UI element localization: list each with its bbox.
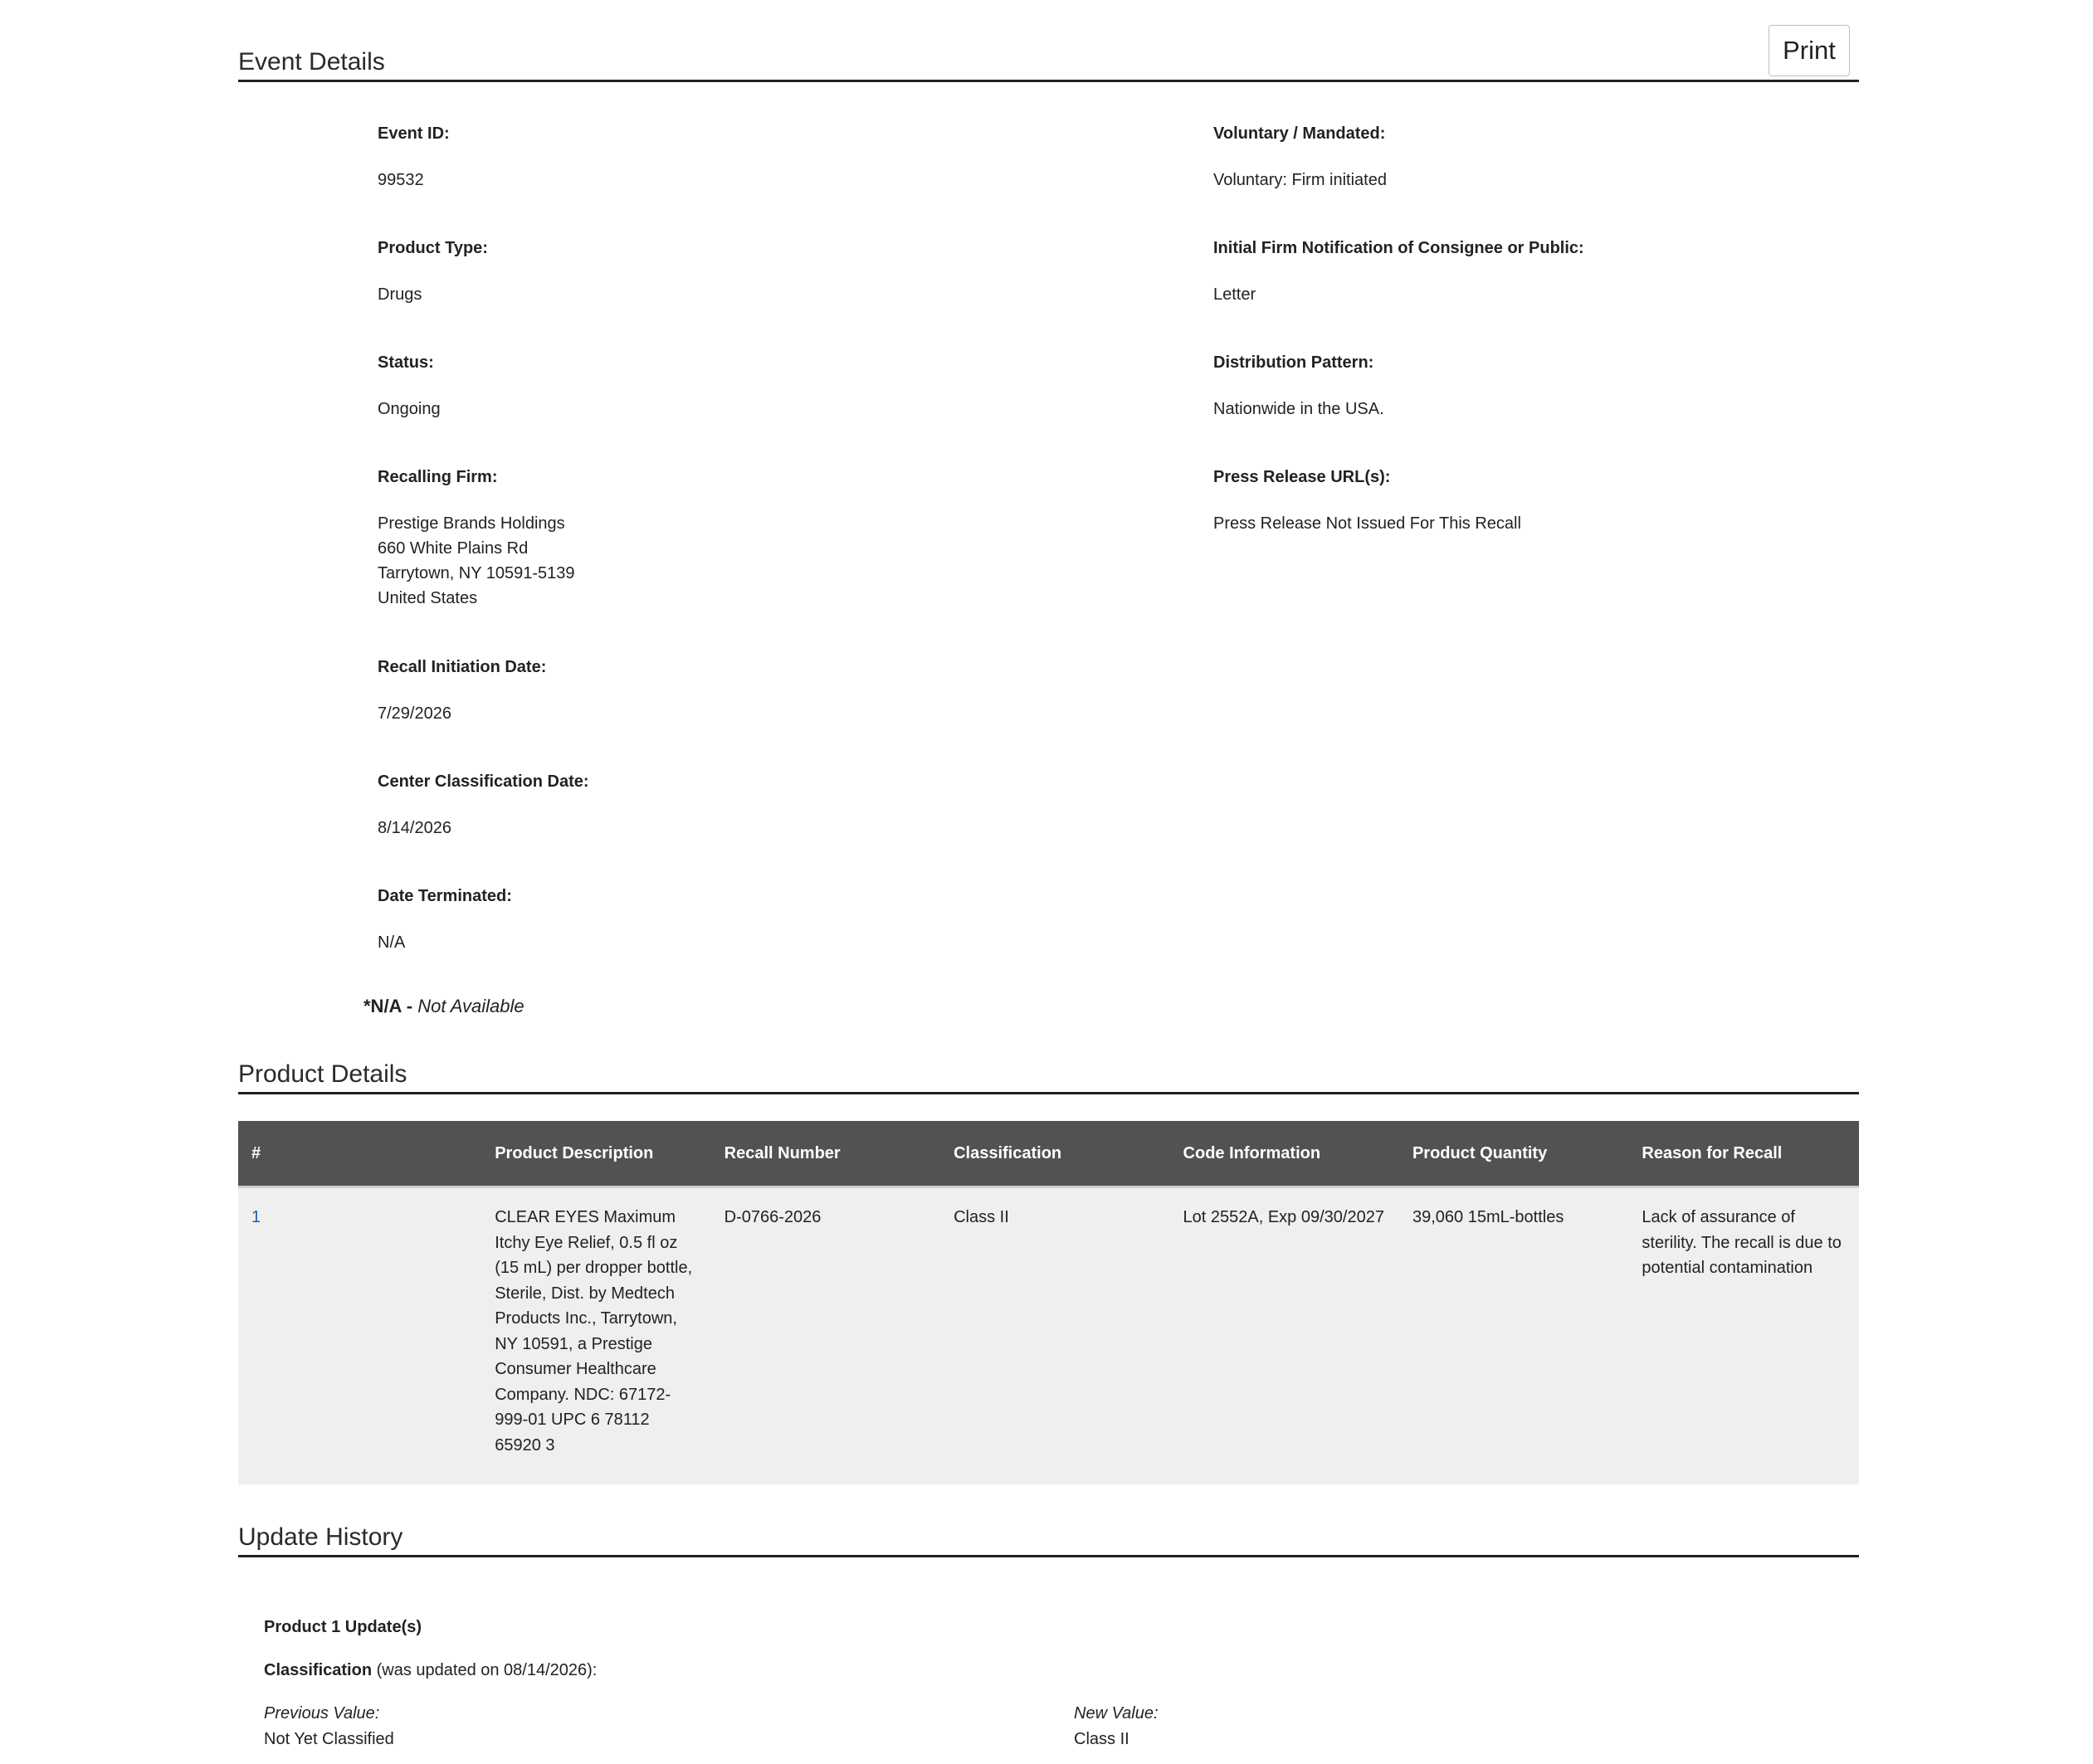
cell-product-quantity: 39,060 15mL-bottles: [1399, 1187, 1628, 1485]
firm-city: Tarrytown, NY 10591-5139: [378, 564, 575, 582]
field-date-terminated: [378, 887, 1125, 955]
field-initial-notification: [1213, 239, 1960, 307]
field-distribution-pattern: [1213, 353, 1960, 422]
field-value: Drugs: [378, 285, 422, 304]
history-field-note: (was updated on 08/14/2026):: [376, 1661, 598, 1679]
history-field-update: [264, 1661, 597, 1680]
history-new-value: Class II: [1074, 1730, 1129, 1748]
na-legend-abbrev: *N/A -: [363, 996, 413, 1016]
field-label: Recall Initiation Date:: [378, 658, 547, 676]
firm-country: United States: [378, 589, 478, 607]
history-previous-value: Not Yet Classified: [264, 1730, 394, 1748]
table-row: [238, 1187, 1859, 1485]
event-details-heading: Event Details: [238, 48, 1859, 82]
cell-classification: Class II: [940, 1187, 1169, 1485]
firm-name: Prestige Brands Holdings: [378, 514, 565, 533]
field-label: Status:: [378, 353, 434, 372]
field-label: Distribution Pattern:: [1213, 353, 1374, 372]
field-label: Recalling Firm:: [378, 468, 498, 486]
product-table: [238, 1121, 1859, 1484]
field-status: [378, 353, 1125, 422]
field-value: Nationwide in the USA.: [1213, 400, 1384, 418]
field-value: 7/29/2026: [378, 704, 451, 723]
field-value: 8/14/2026: [378, 819, 451, 837]
cell-recall-number: D-0766-2026: [711, 1187, 940, 1485]
field-label: Press Release URL(s):: [1213, 468, 1391, 486]
history-product-label: Product 1 Update(s): [264, 1618, 422, 1636]
cell-reason-for-recall: Lack of assurance of sterility. The recall is due to potential contamination: [1628, 1187, 1859, 1485]
field-label: Center Classification Date:: [378, 772, 589, 791]
field-label: Initial Firm Notification of Consignee or Public:: [1213, 239, 1584, 257]
field-value: Press Release Not Issued For This Recall: [1213, 514, 1521, 533]
field-label: Voluntary / Mandated:: [1213, 124, 1386, 143]
update-history-heading: Update History: [238, 1523, 1859, 1557]
field-recalling-firm: [378, 468, 1125, 611]
header-recall-number: Recall Number: [711, 1121, 940, 1187]
history-field-name: Classification: [264, 1661, 373, 1679]
field-label: Event ID:: [378, 124, 450, 143]
cell-product-description: CLEAR EYES Maximum Itchy Eye Relief, 0.5 fl oz (15 mL) per dropper bottle, Sterile, Dist. by Medtech Products Inc., Tarrytown, NY 10591, a Prestige Consumer Healthcare Company. NDC: 67172-999-01 UPC 6 78112 65920 3: [481, 1187, 710, 1485]
field-voluntary-mandated: [1213, 124, 1960, 192]
field-press-release: [1213, 468, 1960, 536]
firm-street: 660 White Plains Rd: [378, 539, 529, 558]
field-label: Date Terminated:: [378, 887, 512, 905]
header-product-quantity: Product Quantity: [1399, 1121, 1628, 1187]
field-product-type: [378, 239, 1125, 307]
header-classification: Classification: [940, 1121, 1169, 1187]
field-value: 99532: [378, 171, 424, 189]
history-previous-label: Previous Value:: [264, 1704, 380, 1723]
na-legend-meaning: Not Available: [417, 996, 524, 1016]
field-value: Letter: [1213, 285, 1256, 304]
row-number-link[interactable]: 1: [238, 1187, 481, 1485]
product-details-heading: Product Details: [238, 1060, 1859, 1094]
table-header-row: [238, 1121, 1859, 1187]
header-reason-for-recall: Reason for Recall: [1628, 1121, 1859, 1187]
field-value: Voluntary: Firm initiated: [1213, 171, 1387, 189]
history-new-label: New Value:: [1074, 1704, 1159, 1723]
header-number: #: [238, 1121, 481, 1187]
field-value: Ongoing: [378, 400, 441, 418]
header-code-information: Code Information: [1170, 1121, 1399, 1187]
na-legend: [363, 996, 524, 1017]
cell-code-information: Lot 2552A, Exp 09/30/2027: [1170, 1187, 1399, 1485]
field-event-id: [378, 124, 1125, 192]
header-product-description: Product Description: [481, 1121, 710, 1187]
print-button[interactable]: Print: [1769, 25, 1850, 76]
field-recall-initiation-date: [378, 658, 1125, 726]
field-value: [378, 511, 1125, 611]
field-center-classification-date: [378, 772, 1125, 841]
field-value: N/A: [378, 933, 406, 952]
field-label: Product Type:: [378, 239, 488, 257]
